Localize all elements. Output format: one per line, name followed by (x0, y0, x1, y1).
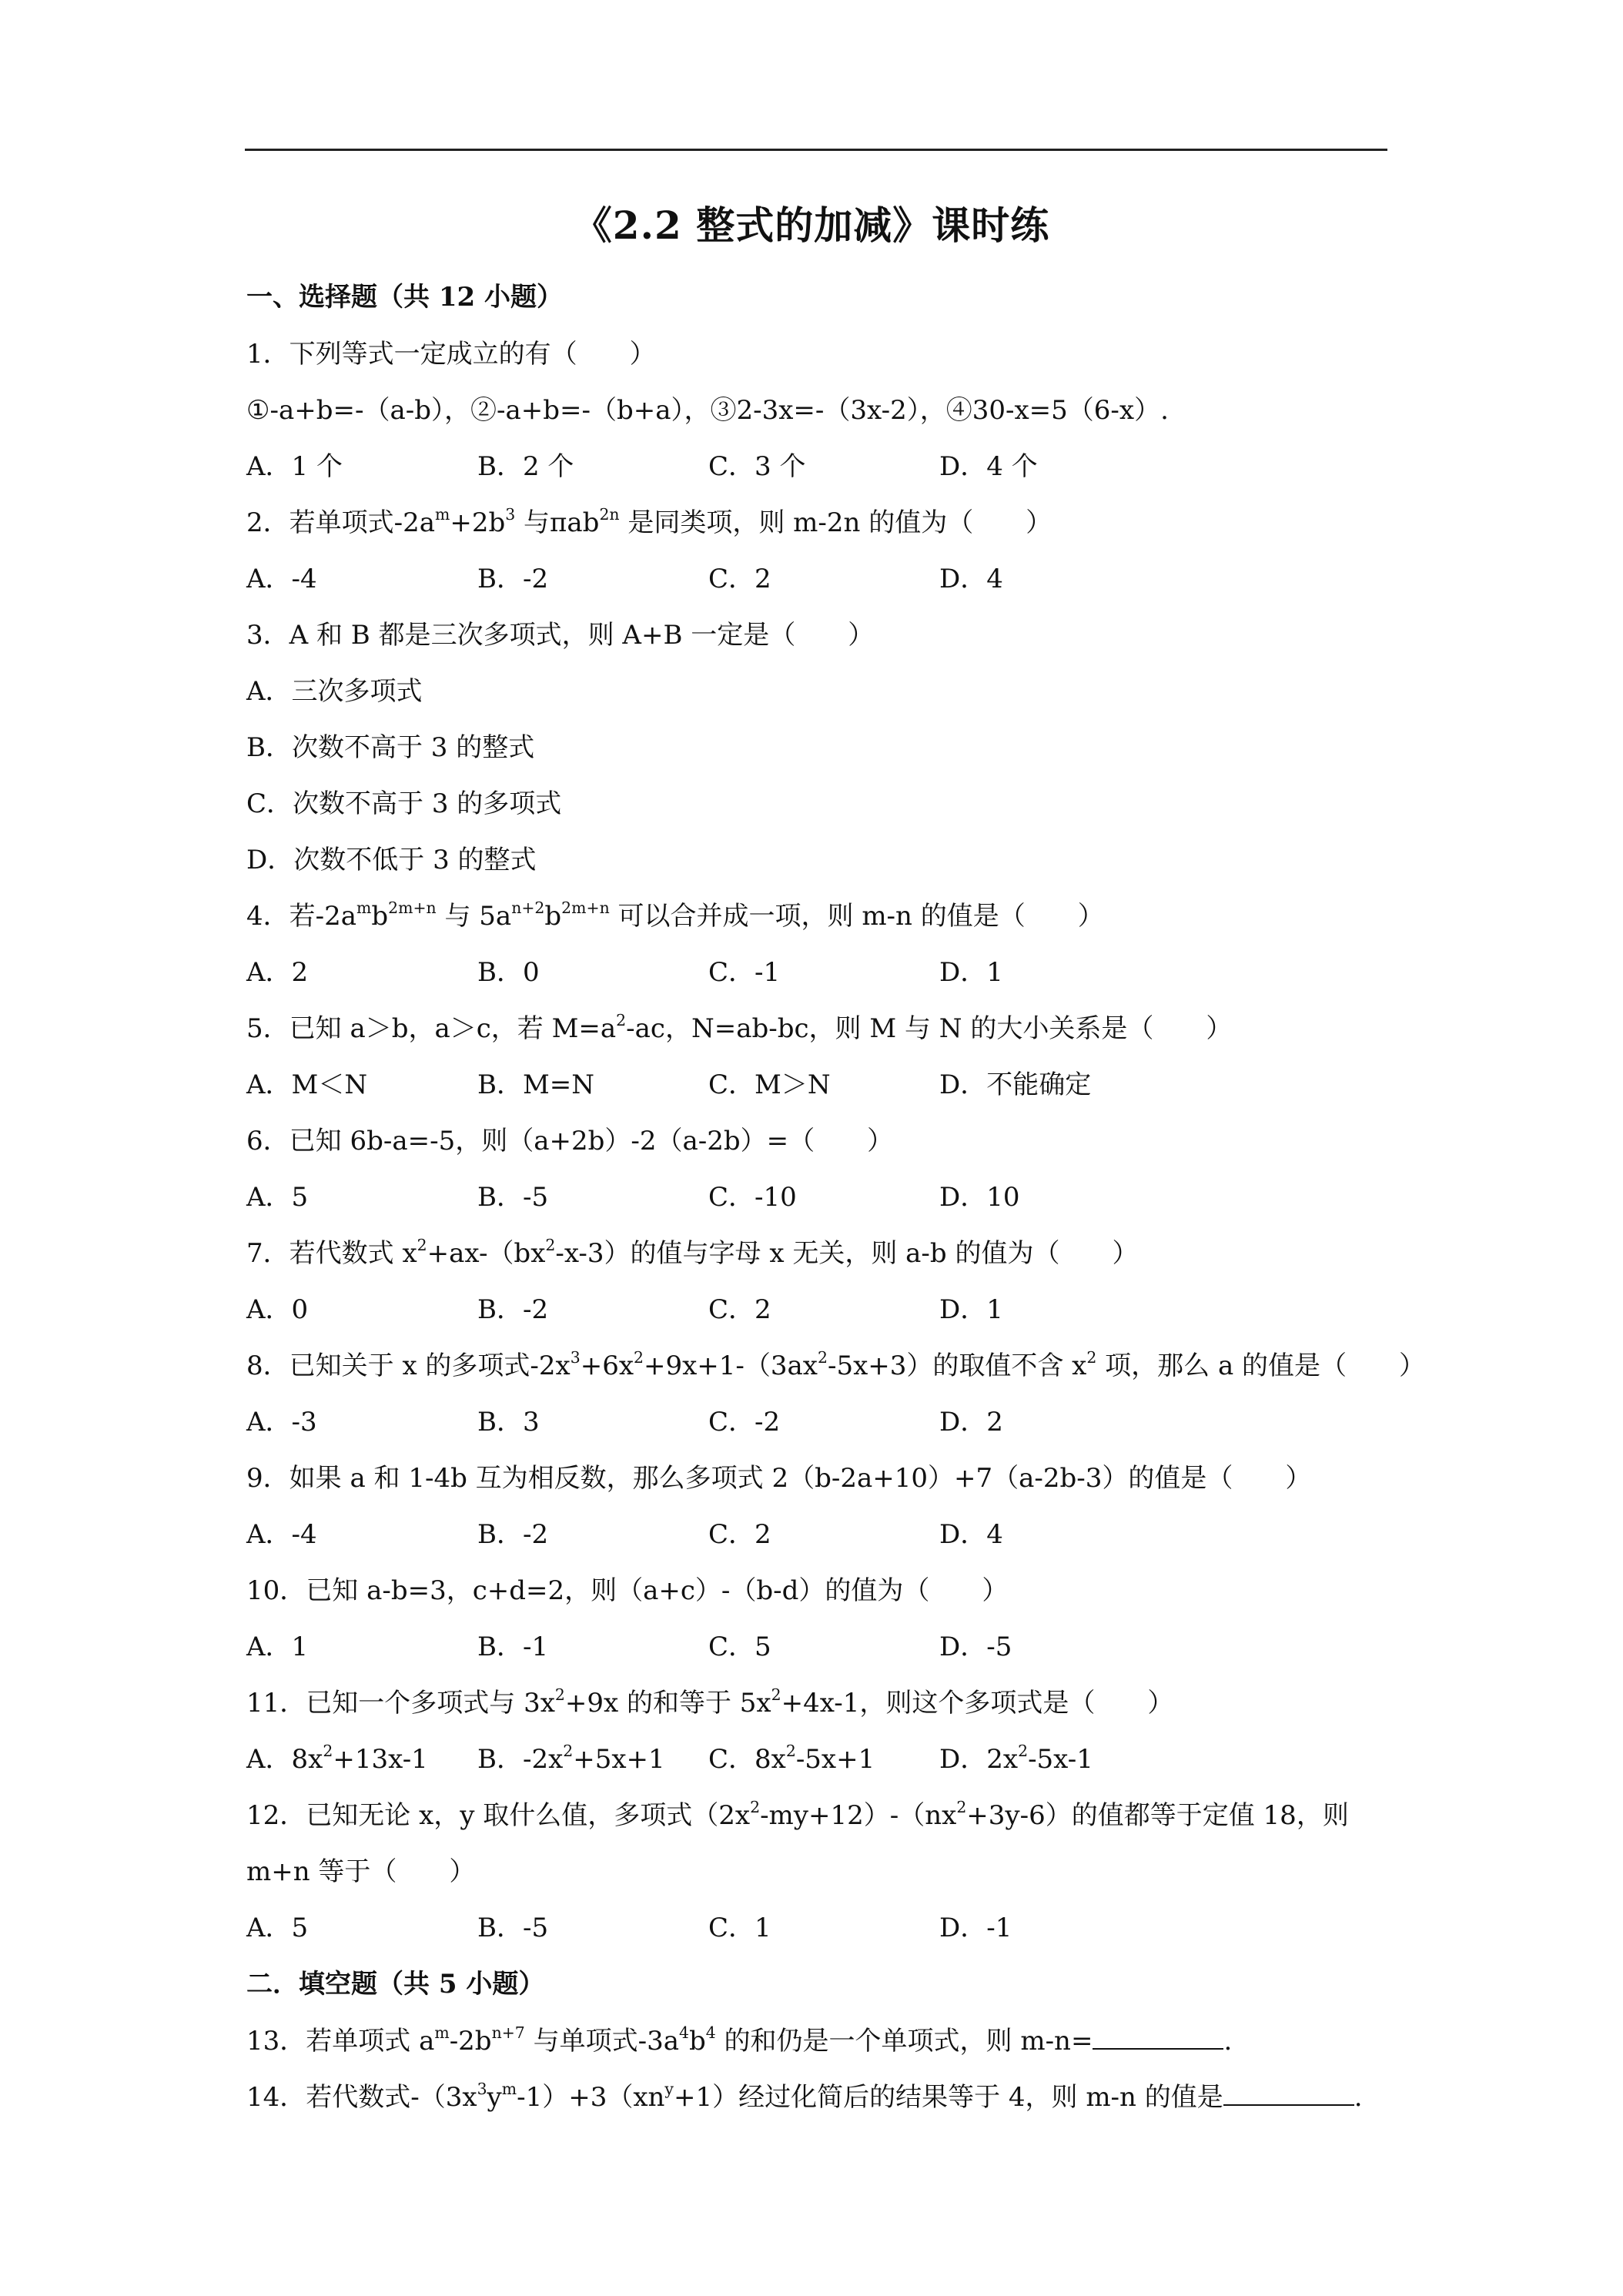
option-b: B．M=N (477, 1069, 595, 1100)
question-5-options (246, 1066, 1170, 1103)
option-c: C．M＞N (708, 1069, 831, 1100)
question-9-options (246, 1516, 1170, 1553)
question-1-stem: 1．下列等式一定成立的有（ ） (246, 339, 656, 370)
question-7-stem: 7．若代数式 $x^2+ax-(bx^2-x-3)$的值与字母 x 无关，则 a-b 的值为（ ） (246, 1235, 1139, 1269)
question-12-stem-continued: m+n 等于（ ） (246, 1856, 476, 1887)
option-d: D．不能确定 (939, 1069, 1092, 1100)
option-a: A．三次多项式 (246, 676, 423, 707)
question-4-options (246, 954, 1170, 991)
question-12-options (246, 1909, 1170, 1946)
section-heading-fill-in: 二．填空题（共 5 小题） (246, 1969, 545, 2000)
option-c: C．次数不高于 3 的多项式 (246, 788, 562, 819)
option-c: C．2 (708, 1294, 771, 1325)
option-d: D．2 (939, 1407, 1003, 1438)
question-14-stem: 14．若代数式$-(3x^3y^m-1)+3(xn^y+1)$经过化简后的结果等于 4，则 m-n 的值是 . (246, 2079, 1363, 2113)
question-6-stem: 6．已知 6b-a=-5，则（a+2b）-2（a-2b）=（ ） (246, 1126, 894, 1156)
question-1-statements: ①-a+b=-（a-b），②-a+b=-（b+a），③2-3x=-（3x-2），④30-x=5（6-x）. (246, 395, 1169, 426)
option-d: D．-5 (939, 1632, 1012, 1662)
option-d: D．1 (939, 1294, 1003, 1325)
question-1-options (246, 448, 1170, 485)
question-11-stem: 11．已知一个多项式与 $3x^2+9x$ 的和等于 $5x^2+4x-1$，则这个多项式是（ ） (246, 1685, 1174, 1719)
option-c: C．$8x^2-5x+1$ (708, 1741, 875, 1775)
question-12-stem: 12．已知无论 x，y 取什么值，多项式$(2x^2-my+12)-(nx^2+3y-6)$的值都等于定值 18，则 (246, 1797, 1349, 1831)
option-a: A．1 个 (246, 451, 343, 482)
option-a: A．-3 (246, 1407, 317, 1438)
option-b: B．次数不高于 3 的整式 (246, 732, 535, 763)
option-b: B．$-2x^2+5x+1$ (477, 1741, 665, 1775)
option-b: B．2 个 (477, 451, 574, 482)
question-6-options (246, 1179, 1170, 1216)
option-d: D．4 个 (939, 451, 1038, 482)
option-a: A．$8x^2+13x-1$ (246, 1741, 428, 1775)
question-13-stem: 13．若单项式 $a^m-2b^{n+7}$ 与单项式$-3a^4b^4$ 的和仍是一个单项式，则 m-n= . (246, 2023, 1233, 2057)
question-5-stem: 5．已知 a＞b，a＞c，若 $M=a^2-ac$，N=ab-bc，则 M 与 N 的大小关系是（ ） (246, 1010, 1233, 1044)
option-b: B．-2 (477, 564, 549, 594)
option-b: B．-2 (477, 1519, 549, 1550)
option-d: D．4 (939, 1519, 1003, 1550)
option-c: C．1 (708, 1913, 771, 1943)
option-d: D．4 (939, 564, 1003, 594)
answer-blank[interactable] (1093, 2022, 1223, 2050)
option-c: C．2 (708, 1519, 771, 1550)
option-a: A．2 (246, 957, 309, 988)
question-2-options (246, 561, 1170, 597)
page-title: 《2.2 整式的加减》课时练 (573, 202, 1050, 248)
question-2-stem: 2．若单项式$-2a^m+2b^3$ 与πab$^{2n}$ 是同类项，则 m-2n 的值为（ ） (246, 504, 1052, 538)
option-a: A．1 (246, 1632, 309, 1662)
option-b: B．-1 (477, 1632, 549, 1662)
question-11-options (246, 1741, 1170, 1778)
option-c: C．-10 (708, 1182, 797, 1213)
option-b: B．-2 (477, 1294, 549, 1325)
option-d: D．$2x^2-5x-1$ (939, 1741, 1093, 1775)
option-a: A．-4 (246, 564, 317, 594)
option-a: A．5 (246, 1913, 309, 1943)
answer-blank[interactable] (1223, 2078, 1354, 2106)
option-a: A．0 (246, 1294, 309, 1325)
question-8-stem: 8．已知关于 x 的多项式$-2x^3+6x^2+9x+1-(3ax^2-5x+3)$的取值不含 $x^2$ 项，那么 a 的值是（ ） (246, 1347, 1426, 1381)
question-7-options (246, 1291, 1170, 1328)
option-d: D．10 (939, 1182, 1020, 1213)
header-rule (245, 149, 1387, 151)
option-d: D．1 (939, 957, 1003, 988)
question-3-stem: 3．A 和 B 都是三次多项式，则 A+B 一定是（ ） (246, 620, 875, 651)
question-10-options (246, 1628, 1170, 1665)
option-a: A．M＜N (246, 1069, 368, 1100)
option-c: C．3 个 (708, 451, 806, 482)
option-b: B．0 (477, 957, 540, 988)
option-c: C．-1 (708, 957, 781, 988)
option-d: D．次数不低于 3 的整式 (246, 845, 537, 875)
question-10-stem: 10．已知 a-b=3，c+d=2，则（a+c）-（b-d）的值为（ ） (246, 1575, 1009, 1606)
option-c: C．-2 (708, 1407, 781, 1438)
option-b: B．-5 (477, 1913, 549, 1943)
section-heading-choice: 一、选择题（共 12 小题） (246, 282, 563, 313)
option-c: C．5 (708, 1632, 771, 1662)
option-d: D．-1 (939, 1913, 1012, 1943)
option-b: B．-5 (477, 1182, 549, 1213)
option-c: C．2 (708, 564, 771, 594)
option-a: A．5 (246, 1182, 309, 1213)
option-b: B．3 (477, 1407, 540, 1438)
question-9-stem: 9．如果 a 和 1-4b 互为相反数，那么多项式 2（b-2a+10）+7（a-2b-3）的值是（ ） (246, 1463, 1312, 1494)
option-a: A．-4 (246, 1519, 317, 1550)
question-4-stem: 4．若$-2a^mb^{2m+n}$ 与 $5a^{n+2}b^{2m+n}$ 可以合并成一项，则 m-n 的值是（ ） (246, 898, 1104, 932)
question-8-options (246, 1404, 1170, 1441)
